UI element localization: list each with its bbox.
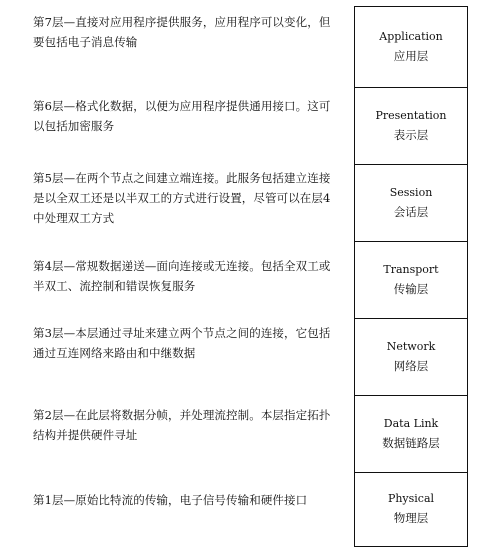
- layer-7-description: 第7层—直接对应用程序提供服务，应用程序可以变化，但要包括电子消息传输: [33, 15, 331, 49]
- layer-chinese-name: 传输层: [393, 282, 429, 296]
- layer-box-network: [355, 318, 467, 395]
- layer-english-name: Presentation: [375, 109, 447, 122]
- layer-3-description: 第3层—本层通过寻址来建立两个节点之间的连接，它包括通过互连网络来路由和中继数据: [33, 326, 331, 360]
- layer-2-description: 第2层—在此层将数据分帧，并处理流控制。本层指定拓扑结构并提供硬件寻址: [33, 408, 331, 442]
- layer-chinese-name: 网络层: [393, 359, 429, 373]
- layer-english-name: Data Link: [383, 417, 439, 430]
- layer-chinese-name: 物理层: [393, 511, 429, 525]
- layer-box-application: [355, 7, 467, 87]
- layer-6-description: 第6层—格式化数据，以便为应用程序提供通用接口。这可以包括加密服务: [33, 99, 331, 133]
- layer-box-transport: [355, 241, 467, 318]
- layer-box-presentation: [355, 87, 467, 164]
- osi-layer-stack: [354, 6, 468, 547]
- layer-english-name: Network: [386, 340, 436, 353]
- layer-1-description: 第1层—原始比特流的传输，电子信号传输和硬件接口: [33, 493, 308, 507]
- layer-english-name: Transport: [383, 263, 439, 276]
- layer-chinese-name: 数据链路层: [382, 436, 440, 450]
- layer-5-description: 第5层—在两个节点之间建立端连接。此服务包括建立连接是以全双工还是以半双工的方式进行设置，尽管可以在层4中处理双工方式: [33, 171, 331, 225]
- layer-english-name: Physical: [387, 492, 435, 505]
- layer-box-data-link: [355, 395, 467, 472]
- layer-box-physical: [355, 472, 467, 545]
- layer-chinese-name: 表示层: [393, 128, 429, 142]
- layer-chinese-name: 会话层: [393, 205, 429, 219]
- layer-english-name: Session: [389, 186, 433, 199]
- layer-4-description: 第4层—常规数据递送—面向连接或无连接。包括全双工或半双工、流控制和错误恢复服务: [33, 259, 331, 293]
- layer-chinese-name: 应用层: [393, 49, 429, 63]
- layer-english-name: Application: [379, 30, 443, 43]
- layer-box-session: [355, 164, 467, 241]
